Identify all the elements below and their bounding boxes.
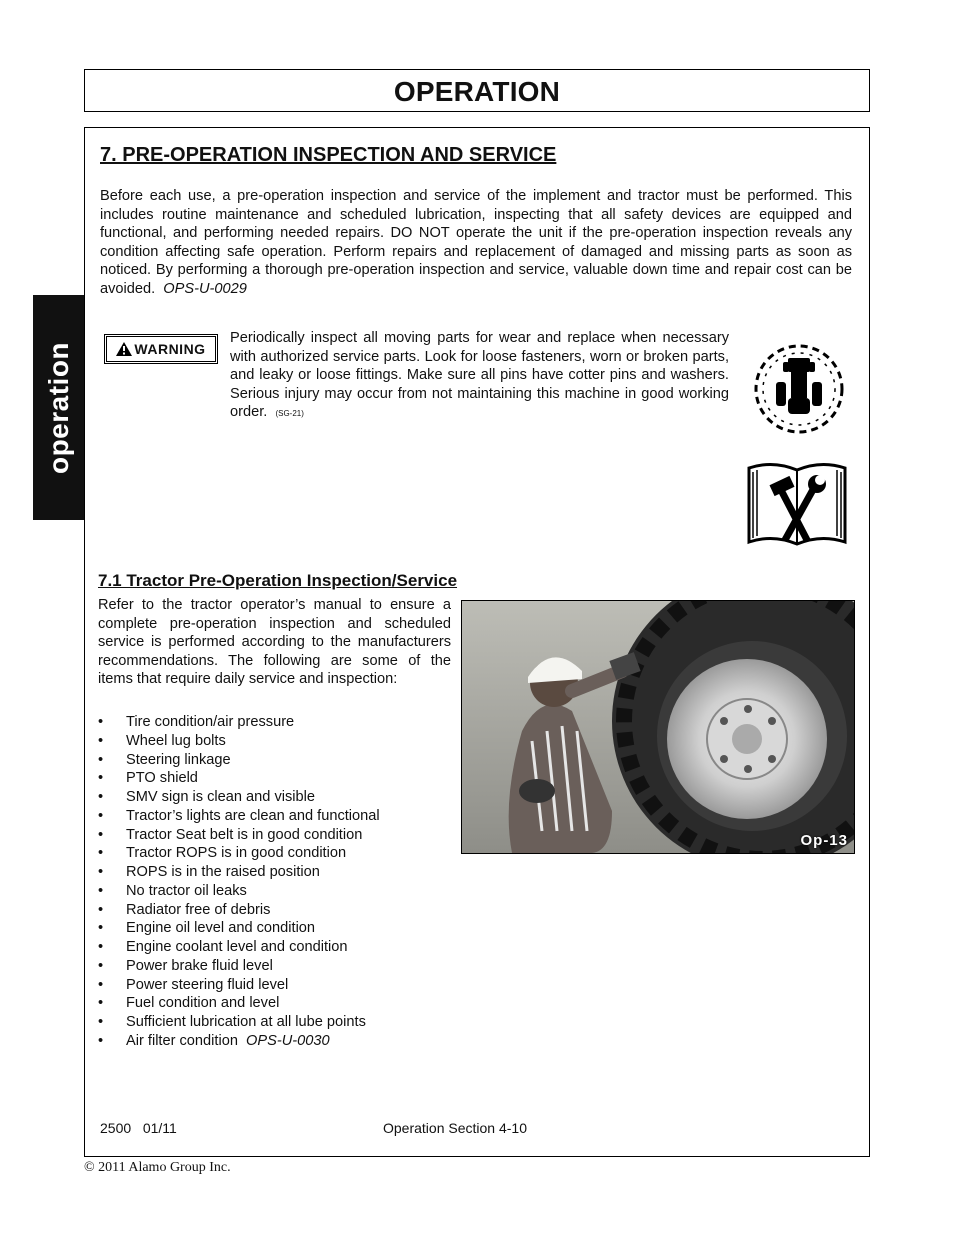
list-item <box>98 1032 380 1051</box>
list-item: • Tire condition/air pressure <box>98 713 380 732</box>
footer-model-date: 2500 01/11 <box>100 1120 177 1136</box>
list-item: • Power steering fluid level <box>98 976 380 995</box>
warning-triangle-icon <box>116 342 132 356</box>
list-item: • Tractor ROPS is in good condition <box>98 844 380 863</box>
page-title: OPERATION <box>393 76 561 107</box>
list-item: • Radiator free of debris <box>98 901 380 920</box>
warning-badge-label: WARNING <box>134 341 206 357</box>
manual-tools-icon <box>745 458 849 548</box>
side-tab-label: operation <box>43 341 74 474</box>
warning-text <box>230 329 729 424</box>
list-item: • No tractor oil leaks <box>98 882 380 901</box>
side-tab <box>33 295 85 520</box>
list-item: • Tractor’s lights are clean and functional <box>98 807 380 826</box>
warning-body: Periodically inspect all moving parts for wear and replace when necessary with authorized service parts. Look for loose fasteners, worn or broken parts, and leaky or loose fittings. Make sure all pins have cotter pins and washers. Serious injury may occur from not maintaining this machine in good working order. <box>230 330 729 421</box>
section-title: 7. PRE-OPERATION INSPECTION AND SERVICE <box>100 144 557 166</box>
subsection-title: 7.1 Tractor Pre-Operation Inspection/Service <box>98 571 458 590</box>
list-item: • Steering linkage <box>98 751 380 770</box>
list-item: • Wheel lug bolts <box>98 732 380 751</box>
list-item: • ROPS is in the raised position <box>98 863 380 882</box>
list-item-text: Air filter condition <box>126 1032 238 1049</box>
section-intro-code: OPS-U-0029 <box>163 280 247 297</box>
list-item: • Engine coolant level and condition <box>98 938 380 957</box>
list-item: • PTO shield <box>98 769 380 788</box>
list-item: • Sufficient lubrication at all lube points <box>98 1013 380 1032</box>
photo-illustration <box>462 601 854 853</box>
copyright: © 2011 Alamo Group Inc. <box>84 1160 231 1175</box>
list-item: • Engine oil level and condition <box>98 919 380 938</box>
warning-code: (SG-21) <box>275 409 304 419</box>
photo-label: Op-13 <box>800 832 848 849</box>
list-item: • Tractor Seat belt is in good condition <box>98 826 380 845</box>
list-item: • SMV sign is clean and visible <box>98 788 380 807</box>
page-header <box>84 69 870 112</box>
list-item-code: OPS-U-0030 <box>246 1032 330 1049</box>
list-item: • Fuel condition and level <box>98 994 380 1013</box>
warning-badge <box>104 334 218 364</box>
subsection-intro: Refer to the tractor operator’s manual to ensure a complete pre-operation inspection and scheduled service is performed according to the manufacturers recommendations. The following are some of the items that require daily service and inspection: <box>98 597 451 688</box>
inspection-checklist <box>98 713 380 1051</box>
section-intro-text: Before each use, a pre-operation inspection and service of the implement and tractor must be performed. This includes routine maintenance and scheduled lubrication, inspecting that all safety devices are equipped and functional, and performing needed repairs. DO NOT operate the unit if the pre-operation inspection reveals any condition affecting safe operation. Perform repairs and replacement of damaged and missing parts as soon as noticed. By performing a thorough pre-operation inspection and service, valuable down time and repair cost can be avoided. <box>100 188 852 297</box>
section-intro <box>100 187 852 299</box>
footer-section: Operation Section 4-10 <box>383 1120 527 1136</box>
tractor-safety-icon <box>750 340 848 438</box>
tire-inspection-photo <box>461 600 855 854</box>
list-item: • Power brake fluid level <box>98 957 380 976</box>
